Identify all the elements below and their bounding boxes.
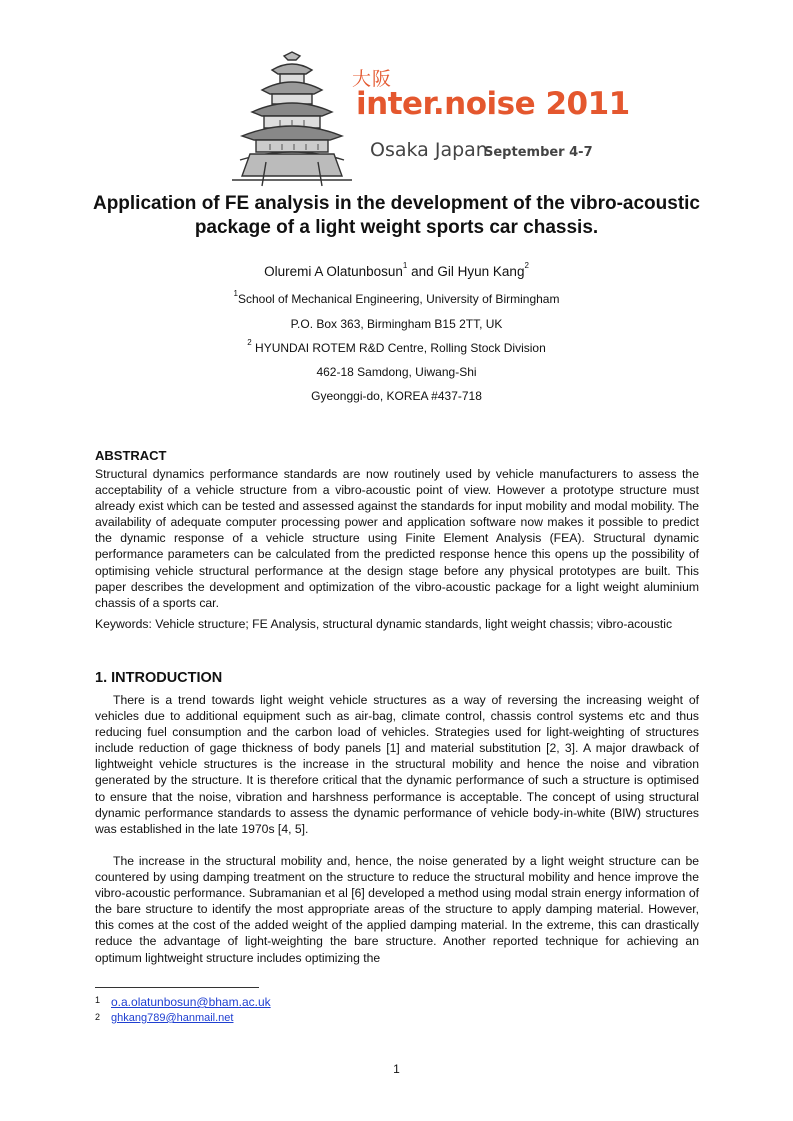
page-number: 1: [393, 1062, 400, 1076]
abstract-heading: ABSTRACT: [95, 448, 167, 463]
affiliation-text: P.O. Box 363, Birmingham B15 2TT, UK: [290, 317, 503, 331]
logo-city: Osaka Japan: [370, 139, 488, 161]
introduction-paragraph-2: The increase in the structural mobility and, hence, the noise generated by a light weight structure can be countered by using damping treatment on the structure to reduce the structural mobility and hence improve the vibro-acoustic performance. Subramanian et al [6] developed a method using modal strain energy information of the bare structure to identify the most appropriate areas of the structure to apply damping material. However, this comes at the cost of the added weight of the applied damping material. In the extreme, this can drastically reduce the advantage of light-weighting the bare structure. Another reported technique for achieving an optimum lightweight structure includes optimizing the: [95, 854, 699, 965]
affiliation-sup: 2: [247, 338, 252, 347]
title-line-2: package of a light weight sports car chassis.: [194, 217, 599, 238]
affiliation-text: 462-18 Samdong, Uiwang-Shi: [316, 365, 477, 379]
footnote-email-link[interactable]: o.a.olatunbosun@bham.ac.uk: [111, 995, 271, 1009]
footnote-2: [95, 1012, 233, 1024]
title-line-1: Application of FE analysis in the development of the vibro-acoustic: [92, 193, 701, 214]
authors-and: and: [407, 264, 438, 279]
author-2-sup: 2: [524, 261, 529, 270]
author-2: Gil Hyun Kang: [437, 264, 525, 279]
logo-kanji: 大阪: [352, 68, 393, 90]
footnote-email-link[interactable]: ghkang789@hanmail.net: [111, 1012, 234, 1024]
affiliation-line: [0, 365, 793, 379]
affiliation-text: HYUNDAI ROTEM R&D Centre, Rolling Stock Division: [251, 341, 546, 355]
footnote-number: 2: [95, 1012, 101, 1022]
osaka-castle-icon: [222, 50, 362, 190]
affiliation-line: [0, 289, 793, 306]
affiliation-line: [0, 389, 793, 403]
affiliation-text: Gyeonggi-do, KOREA #437-718: [311, 389, 482, 403]
logo-dates: September 4-7: [484, 145, 593, 160]
footnote-1: [95, 995, 271, 1009]
affiliation-line: [0, 317, 793, 331]
author-1: Oluremi A Olatunbosun: [264, 264, 403, 279]
affiliation-sup: 1: [233, 289, 238, 298]
introduction-heading: 1. INTRODUCTION: [95, 670, 223, 686]
paper-title: [70, 192, 723, 240]
affiliation-line: [0, 338, 793, 355]
author-1-sup: 1: [402, 261, 408, 270]
keywords: Keywords: Vehicle structure; FE Analysis, structural dynamic standards, light weight chassis; vibro-acoustic: [95, 617, 673, 631]
footnote-number: 1: [95, 995, 101, 1005]
abstract-body: Structural dynamics performance standards are now routinely used by vehicle manufacturers to assess the acceptability of a vehicle structure from a vibro-acoustic point of view. However a prototype structure must already exist which can be tested and assessed against the standards for input mobility and modal mobility. The availability of adequate computer processing power and application software now makes it possible to predict the dynamic response of a vehicle structure using Finite Element Analysis (FEA). Structural dynamic performance parameters can be calculated from the predicted response hence this opens up the possibility of optimising vehicle structural performance at the design stage before any physical prototypes are built. This paper describes the development and optimization of the vibro-acoustic package for a light weight aluminium chassis of a sports car.: [95, 467, 699, 610]
logo-brand: inter.noise 2011: [356, 86, 630, 122]
introduction-paragraph-1: There is a trend towards light weight vehicle structures as a way of reversing the increasing weight of vehicles due to additional equipment such as air-bag, climate control, chassis control systems etc and thus reducing fuel consumption and the carbon load of vehicles. Strategies used for light-weighting of structures include reduction of gage thickness of body panels [1] and material substitution [2, 3]. A major drawback of lightweight vehicle structures is the increase in the structural mobility and hence the noise and vibration generated by the structure. It is therefore critical that the dynamic performance of such a structure is optimised to ensure that the noise, vibration and harshness performance is acceptable. The concept of using structural dynamic performance standards to assess the dynamic performance of vehicle body-in-white (BIW) structures was established in the late 1970s [4, 5].: [95, 693, 699, 836]
authors: [0, 261, 793, 279]
footnote-divider: [95, 987, 259, 988]
affiliation-text: School of Mechanical Engineering, University of Birmingham: [237, 292, 560, 306]
